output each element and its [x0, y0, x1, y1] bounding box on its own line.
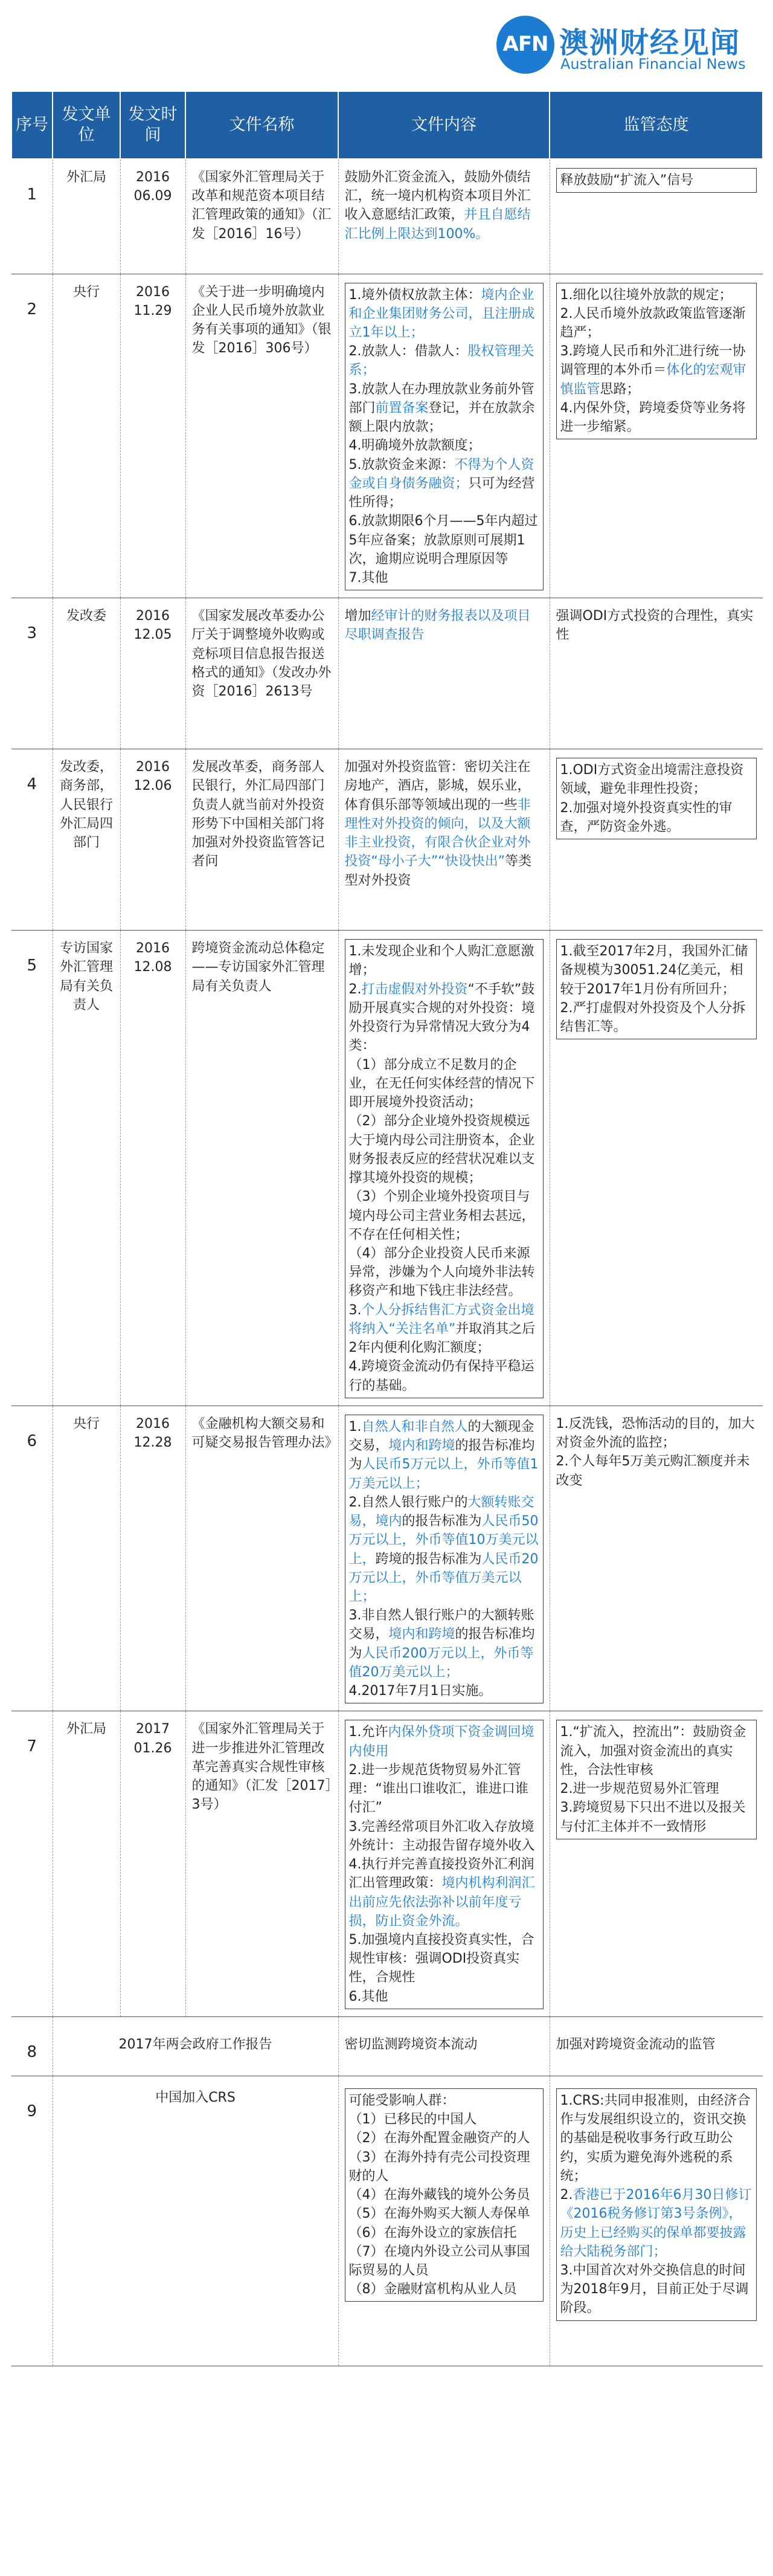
- text-segment: 1.允许: [348, 1725, 388, 1740]
- text-segment: （7）在境内外设立公司从事国际贸易的人员: [348, 2244, 530, 2279]
- document-name: 《金融机构大额交易和可疑交易报告管理办法》: [185, 1406, 338, 1711]
- regulatory-attitude: [550, 598, 763, 749]
- text-segment: 1.ODI方式资金出境需注意投资领域，避免非理性投资；: [560, 763, 744, 797]
- header-attitude: 监管态度: [550, 91, 763, 159]
- row-index: 1: [11, 159, 53, 274]
- document-content: [338, 2076, 550, 2366]
- content-text: [345, 2088, 544, 2302]
- highlighted-text: 个人分拆结售汇方式资金出境将纳入“关注名单”: [348, 1302, 534, 1337]
- highlighted-text: 不得为个人资金或自身债务融资；: [348, 457, 534, 491]
- text-segment: 6.其他: [348, 1989, 388, 2004]
- text-segment: （4）在海外藏钱的境外公务员: [348, 2187, 530, 2203]
- document-content: [338, 159, 550, 274]
- table-row: [11, 2076, 763, 2366]
- row-index: 5: [11, 931, 53, 1406]
- attitude-text: [556, 758, 757, 839]
- text-segment: 2.人民币境外放款政策监管逐渐趋严；: [560, 306, 746, 340]
- text-segment: 2.进一步规范贸易外汇管理: [560, 1781, 719, 1797]
- content-text: [345, 2035, 544, 2054]
- document-name: 《关于进一步明确境内企业人民币境外放款业务有关事项的通知》（银发［2016］306号）: [185, 274, 338, 598]
- document-content: [338, 931, 550, 1406]
- issue-date: 2016 12.05: [120, 598, 185, 749]
- text-segment: “不手软”鼓励开展真实合规的对外投资：境外投资行为异常情况大致分为4类：: [348, 981, 535, 1054]
- text-segment: 2.: [560, 2187, 573, 2203]
- text-segment: 2.加强对境外投资真实性的审查，严防资金外逃。: [560, 800, 733, 834]
- highlighted-text: 人民币50万元以上，外币等值10万美元以上，: [348, 1514, 539, 1567]
- header-index: 序号: [11, 91, 53, 159]
- content-text: [345, 939, 544, 1398]
- header-date: 发文时间: [120, 91, 185, 159]
- row-index: 9: [11, 2076, 53, 2366]
- text-segment: （4）部分企业投资人民币来源异常，涉嫌为个人向境外非法转移资产和地下钱庄非法经营。: [348, 1246, 535, 1299]
- header-content: 文件内容: [338, 91, 550, 159]
- text-segment: 1.细化以往境外放款的规定；: [560, 287, 733, 303]
- afn-logo-icon: [496, 16, 554, 74]
- text-segment: （1）部分成立不足数月的企业，在无任何实体经营的情况下即开展境外投资活动；: [348, 1057, 535, 1111]
- table-row: [11, 1711, 763, 2017]
- issue-date: 2017 01.26: [120, 1711, 185, 2017]
- regulatory-attitude: [550, 749, 763, 931]
- text-segment: 密切监测跨境资本流动: [344, 2036, 478, 2052]
- regulatory-attitude: [550, 2076, 763, 2366]
- text-segment: （3）个别企业境外投资项目与境内母公司主营业务相去甚远，不存在任何相关性；: [348, 1189, 535, 1242]
- highlighted-text: 人民币5万元以上，外币等值1万美元以上；: [348, 1457, 539, 1491]
- highlighted-text: 前置备案: [375, 400, 429, 416]
- attitude-text: [556, 2035, 757, 2054]
- highlighted-text: 大额转账交易，境内: [348, 1494, 534, 1529]
- text-segment: （8）金融财富机构从业人员: [348, 2282, 517, 2297]
- text-segment: 2.: [348, 981, 362, 997]
- regulatory-attitude: [550, 159, 763, 274]
- issue-date: 2016 06.09: [120, 159, 185, 274]
- highlighted-text: 非理性对外投资的倾向，以及大额非主业投资，有限合伙企业对外投资“母小子大”“快设快出”: [344, 797, 531, 870]
- issue-date: 2016 12.28: [120, 1406, 185, 1711]
- text-segment: 4.跨境资金流动仍有保持平稳运行的基础。: [348, 1359, 534, 1393]
- content-text: [345, 1720, 544, 2009]
- table-row: [11, 749, 763, 931]
- text-segment: 3.放款人在办理放款业务前外管部门: [348, 381, 534, 416]
- highlighted-text: 境内和跨境: [388, 1438, 455, 1454]
- text-segment: 1.未发现企业和个人购汇意愿激增；: [348, 944, 534, 978]
- text-segment: 4.2017年7月1日实施。: [348, 1683, 492, 1699]
- table-row: [11, 598, 763, 749]
- issue-date: 2016 11.29: [120, 274, 185, 598]
- header-unit: 发文单位: [53, 91, 120, 159]
- text-segment: 登记，并在放款余额上限内放款；: [348, 400, 535, 435]
- text-segment: 3.完善经常项目外汇收入存放境外统计：主动报告留存境外收入: [348, 1819, 535, 1853]
- content-text: [345, 168, 544, 244]
- text-segment: 4.明确境外放款额度；: [348, 438, 481, 454]
- text-segment: 5.放款资金来源：: [348, 457, 455, 473]
- text-segment: （2）部分企业境外投资规模远大于境内母公司注册资本，企业财务报表反应的经营状况难以支撑其境外投资的规模；: [348, 1114, 535, 1186]
- text-segment: 5.加强境内直接投资真实性，合规性审核：强调ODI投资真实性，合规性: [348, 1932, 534, 1986]
- text-segment: 1.CRS:共同申报准则，由经济合作与发展组织设立的，资讯交换的基础是税收事务行政互助公约，实质为避免海外逃税的系统；: [560, 2093, 751, 2184]
- text-segment: 增加: [344, 608, 371, 624]
- logo-text: AFN: [502, 32, 548, 56]
- text-segment: 的大额现金交易，: [348, 1419, 534, 1454]
- text-segment: （5）在海外购买大额人寿保单: [348, 2206, 530, 2222]
- issuing-unit: 发改委，商务部，人民银行外汇局四部门: [53, 749, 120, 931]
- text-segment: 加强对跨境资金流动的监管: [556, 2036, 716, 2052]
- merged-source: 2017年两会政府工作报告: [53, 2016, 338, 2076]
- row-index: 4: [11, 749, 53, 931]
- document-content: [338, 1406, 550, 1711]
- text-segment: 3.中国首次对外交换信息的时间为2018年9月，目前正处于尽调阶段。: [560, 2263, 749, 2316]
- attitude-text: [556, 283, 757, 440]
- text-segment: 鼓励外汇资金流入，鼓励外债结汇，统一境内机构资本项目外汇收入意愿结汇政策，: [344, 170, 531, 223]
- regulatory-attitude: [550, 931, 763, 1406]
- highlighted-text: 体化的宏观审慎监管: [560, 363, 746, 397]
- highlighted-text: 打击虚假对外投资: [361, 981, 468, 997]
- highlighted-text: 人民币20万元以上，外币等值万美元以上；: [348, 1551, 539, 1604]
- issue-date: 2016 12.08: [120, 931, 185, 1406]
- document-content: [338, 274, 550, 598]
- text-segment: （6）在海外设立的家族信托: [348, 2225, 517, 2241]
- regulatory-attitude: [550, 2016, 763, 2076]
- text-segment: 2.严打虚假对外投资及个人分拆结售汇等。: [560, 1000, 746, 1035]
- row-index: 8: [11, 2016, 53, 2076]
- highlighted-text: 境内企业和企业集团财务公司，且注册成立1年以上；: [348, 287, 535, 340]
- text-segment: 3.跨境贸易下只出不进以及报关与付汇主体并不一致情形: [560, 1800, 746, 1835]
- row-index: 7: [11, 1711, 53, 2017]
- issuing-unit: 央行: [53, 1406, 120, 1711]
- regulatory-attitude: [550, 274, 763, 598]
- row-index: 6: [11, 1406, 53, 1711]
- document-name: 《国家发展改革委办公厅关于调整境外收购或竞标项目信息报告报送格式的通知》（发改办外资［2016］2613号: [185, 598, 338, 749]
- document-name: 《国家外汇管理局关于改革和规范资本项目结汇管理政策的通知》（汇发［2016］16号）: [185, 159, 338, 274]
- regulatory-attitude: [550, 1406, 763, 1711]
- table-row: [11, 274, 763, 598]
- highlighted-text: 内保外贷项下资金调回境内使用: [348, 1725, 534, 1759]
- issuing-unit: 外汇局: [53, 159, 120, 274]
- attitude-text: [556, 1415, 757, 1490]
- text-segment: 7.其他: [348, 570, 388, 586]
- text-segment: （3）在海外持有壳公司投资理财的人: [348, 2149, 530, 2184]
- table-row: [11, 2016, 763, 2076]
- text-segment: 可能受影响人群：: [348, 2093, 455, 2108]
- brand-name-en: Australian Financial News: [560, 56, 746, 73]
- text-segment: 的报告标准为: [402, 1514, 482, 1529]
- text-segment: 只可为经营性所得；: [348, 476, 535, 511]
- content-text: [345, 283, 544, 591]
- table-row: [11, 931, 763, 1406]
- text-segment: 1.境外债权放款主体：: [348, 287, 481, 303]
- highlighted-text: 经审计的财务报表以及项目尽职调查报告: [344, 608, 531, 643]
- document-content: [338, 1711, 550, 2017]
- attitude-text: [556, 168, 757, 193]
- brand-logo: [496, 16, 750, 76]
- text-segment: 加强对外投资监管：密切关注在房地产，酒店，影城，娱乐业，体育俱乐部等领域出现的一些: [344, 760, 531, 813]
- table-row: [11, 159, 763, 274]
- text-segment: 4.内保外贷，跨境委贷等业务将进一步缩紧。: [560, 400, 746, 435]
- content-text: [345, 758, 544, 890]
- document-name: 《国家外汇管理局关于进一步推进外汇管理改革完善真实合规性审核的通知》（汇发［2017］3号）: [185, 1711, 338, 2017]
- text-segment: 2.进一步规范货物贸易外汇管理：“谁出口谁收汇，谁进口谁付汇”: [348, 1762, 528, 1816]
- issuing-unit: 央行: [53, 274, 120, 598]
- text-segment: 1.“扩流入，控流出”：鼓励资金流入，加强对资金流出的真实性，合法性审核: [560, 1725, 746, 1778]
- header-doc-name: 文件名称: [185, 91, 338, 159]
- text-segment: 1.反洗钱，恐怖活动的目的，加大对资金外流的监控；: [556, 1416, 755, 1451]
- highlighted-text: 股权管理关系；: [348, 344, 534, 378]
- text-segment: 并取消其之后2年内便利化购汇额度；: [348, 1321, 536, 1356]
- text-segment: 1.: [348, 1419, 362, 1435]
- table-header-row: [11, 91, 763, 159]
- text-segment: （1）已移民的中国人: [348, 2112, 477, 2128]
- text-segment: 1.截至2017年2月，我国外汇储备规模为30051.24亿美元，相较于2017年1月份有所回升；: [560, 944, 748, 997]
- row-index: 3: [11, 598, 53, 749]
- highlighted-text: 香港已于2016年6月30日修订《2016税务修订第3号条例》，历史上已经购买的保单都要披露给大陆税务部门；: [560, 2187, 752, 2259]
- attitude-text: [556, 939, 757, 1039]
- text-segment: 4.执行并完善直接投资外汇利润汇出管理政策：: [348, 1857, 534, 1891]
- highlighted-text: 境内机构利润汇出前应先依法弥补以前年度亏损，防止资金外流。: [348, 1876, 535, 1929]
- regulatory-attitude: [550, 1711, 763, 2017]
- text-segment: 2.个人每年5万美元购汇额度并未改变: [556, 1454, 750, 1488]
- content-text: [345, 607, 544, 644]
- text-segment: 的报告标准均为: [348, 1438, 535, 1473]
- text-segment: 释放鼓励“扩流入”信号: [560, 173, 694, 188]
- attitude-text: [556, 2088, 757, 2321]
- text-segment: 的报告标准均为: [348, 1627, 535, 1661]
- issuing-unit: 外汇局: [53, 1711, 120, 2017]
- text-segment: 6.放款期限6个月——5年内超过5年应备案；放款原则可展期1次，逾期应说明合理原因等: [348, 514, 538, 567]
- attitude-text: [556, 1720, 757, 1839]
- text-segment: 跨境的报告标准为: [375, 1551, 482, 1567]
- page-header: [0, 0, 773, 91]
- document-content: [338, 749, 550, 931]
- document-name: 发展改革委，商务部人民银行，外汇局四部门负责人就当前对外投资形势下中国相关部门将加强对外投资监管答记者问: [185, 749, 338, 931]
- highlighted-text: 人民币200万元以上，外币等值20万美元以上；: [348, 1645, 534, 1680]
- highlighted-text: 并且自愿结汇比例上限达到100%。: [344, 207, 531, 242]
- text-segment: （2）在海外配置金融资产的人: [348, 2131, 530, 2146]
- table-row: [11, 1406, 763, 1711]
- text-segment: 等类型对外投资: [344, 854, 532, 888]
- document-content: [338, 2016, 550, 2076]
- text-segment: 3.非自然人银行账户的大额转账交易，: [348, 1608, 534, 1642]
- attitude-text: [556, 607, 757, 644]
- issuing-unit: 专访国家外汇管理局有关负责人: [53, 931, 120, 1406]
- content-text: [345, 1415, 544, 1704]
- merged-source: 中国加入CRS: [53, 2076, 338, 2366]
- row-index: 2: [11, 274, 53, 598]
- highlighted-text: 境内和跨境: [388, 1627, 455, 1642]
- text-segment: 3.跨境人民币和外汇进行统一协调管理的本外币＝: [560, 344, 746, 378]
- text-segment: 思路；: [600, 381, 640, 397]
- text-segment: 强调ODI方式投资的合理性，真实性: [556, 608, 754, 643]
- text-segment: 2.自然人银行账户的: [348, 1494, 468, 1510]
- text-segment: 3.: [348, 1302, 362, 1318]
- brand-name-cn: 澳洲财经见闻: [559, 26, 741, 60]
- issuing-unit: 发改委: [53, 598, 120, 749]
- document-content: [338, 598, 550, 749]
- issue-date: 2016 12.06: [120, 749, 185, 931]
- policy-table: [11, 91, 763, 2366]
- text-segment: 2.放款人：借款人：: [348, 344, 468, 360]
- highlighted-text: 自然人和非自然人: [361, 1419, 468, 1435]
- document-name: 跨境资金流动总体稳定——专访国家外汇管理局有关负责人: [185, 931, 338, 1406]
